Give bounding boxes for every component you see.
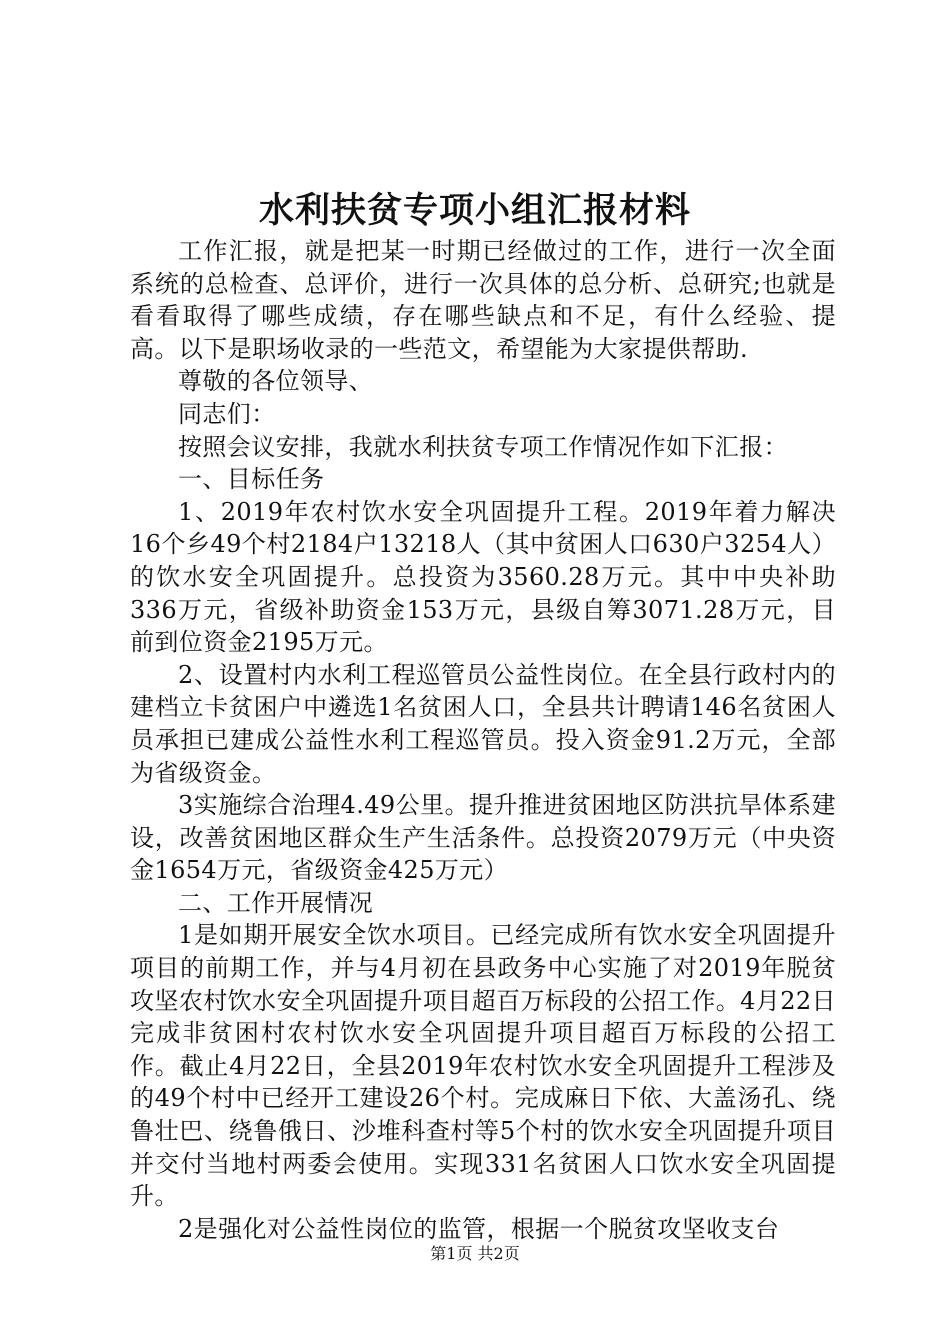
document-title: 水利扶贫专项小组汇报材料 [258, 190, 691, 231]
paragraph-progress-2: 2是强化对公益性岗位的监管，根据一个脱贫攻坚收支台 [178, 1214, 780, 1243]
paragraph-opening: 按照会议安排，我就水利扶贫专项工作情况作如下汇报： [178, 432, 788, 461]
paragraph-salutation: 尊敬的各位领导、 [178, 367, 374, 396]
document-body [130, 235, 836, 1245]
paragraph-salutation-2: 同志们： [178, 399, 276, 428]
paragraph-goal-2: 2、设置村内水利工程巡管员公益性岗位。在全县行政村内的建档立卡贫困户中遴选1名贫困人口，全县共计聘请146名贫困人员承担已建成公益性水利工程巡管员。投入资金91.2万元，全部为省级资金。 [130, 660, 836, 787]
paragraph-goal-3: 3实施综合治理4.49公里。提升推进贫困地区防洪抗旱体系建设，改善贫困地区群众生产生活条件。总投资2079万元（中央资金1654万元，省级资金425万元） [130, 791, 836, 885]
page-number: 第1页 共2页 [430, 1244, 520, 1263]
section-heading-progress: 二、工作开展情况 [178, 888, 374, 917]
section-heading-goals: 一、目标任务 [178, 465, 325, 494]
paragraph-goal-1: 1、2019年农村饮水安全巩固提升工程。2019年着力解决16个乡49个村2184户13218人（其中贫困人口630户3254人）的饮水安全巩固提升。总投资为3560.28万元。其中中央补助336万元，省级补助资金153万元，县级自筹3071.28万元，目前到位资金2195万元。 [130, 497, 836, 657]
paragraph-progress-1: 1是如期开展安全饮水项目。已经完成所有饮水安全巩固提升项目的前期工作，并与4月初在县政务中心实施了对2019年脱贫攻坚农村饮水安全巩固提升项目超百万标段的公招工作。4月22日完成非贫困村农村饮水安全巩固提升项目超百万标段的公招工作。截止4月22日，全县2019年农村饮水安全巩固提升工程涉及的49个村中已经开工建设26个村。完成麻日下依、大盖汤孔、绕鲁壮巴、绕鲁俄日、沙堆科查村等5个村的饮水安全巩固提升项目并交付当地村两委会使用。实现331名贫困人口饮水安全巩固提升。 [130, 921, 836, 1211]
paragraph-intro: 工作汇报，就是把某一时期已经做过的工作，进行一次全面系统的总检查、总评价，进行一次具体的总分析、总研究;也就是看看取得了哪些成绩，存在哪些缺点和不足，有什么经验、提高。以下是职场收录的一些范文，希望能为大家提供帮助. [130, 237, 836, 363]
